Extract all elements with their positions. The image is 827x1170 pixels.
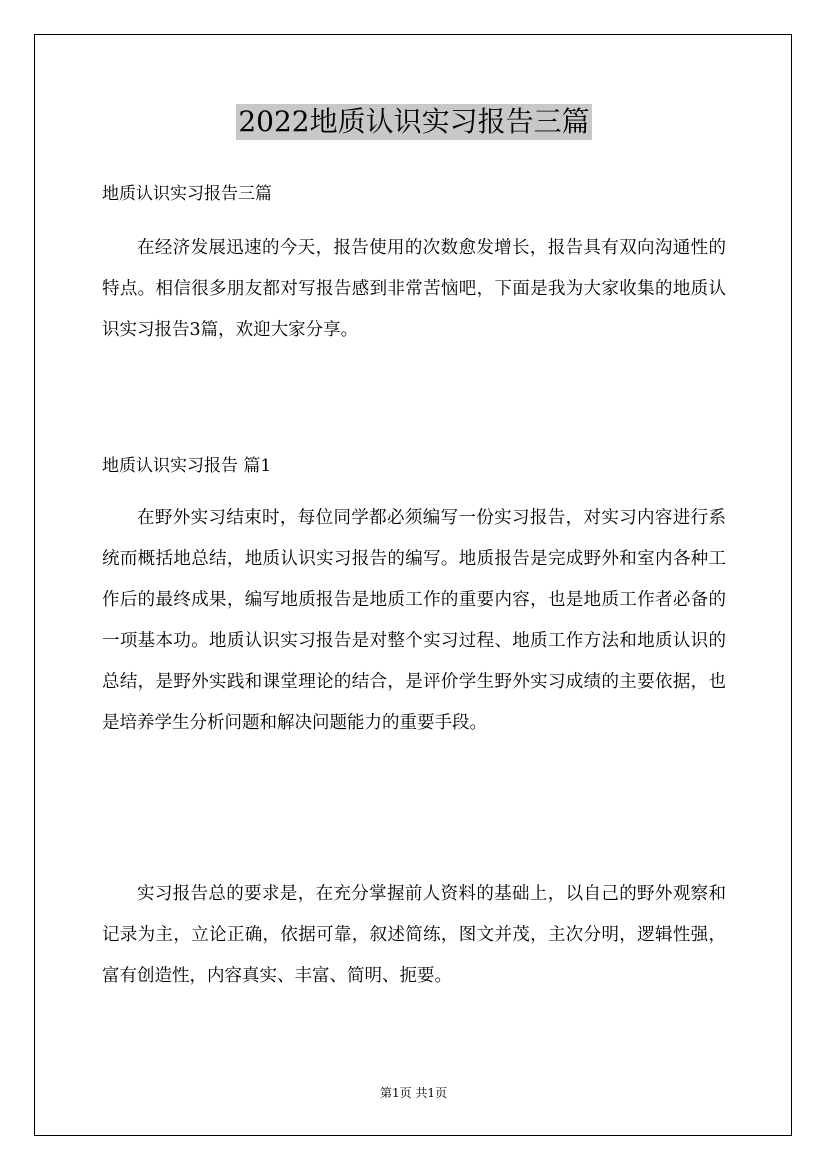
section-paragraph-1: 在野外实习结束时，每位同学都必须编写一份实习报告，对实习内容进行系统而概括地总结，地质认识实习报告的编写。地质报告是完成野外和室内各种工作后的最终成果，编写地质报告是地质工作的重要内容，也是地质工作者必备的一项基本功。地质认识实习报告是对整个实习过程、地质工作方法和地质认识的总结，是野外实践和课堂理论的结合，是评价学生野外实习成绩的主要依据，也是培养学生分析问题和解决问题能力的重要手段。 [102, 508, 726, 733]
title-container [102, 104, 726, 140]
page-footer: 第1页 共1页 [379, 1086, 448, 1100]
section-paragraph-2: 实习报告总的要求是，在充分掌握前人资料的基础上，以自己的野外观察和记录为主，立论正确，依据可靠，叙述简练，图文并茂，主次分明，逻辑性强，富有创造性，内容真实、丰富、简明、扼要。 [102, 884, 726, 986]
document-title: 2022地质认识实习报告三篇 [238, 105, 590, 138]
section-heading: 地质认识实习报告 篇1 [102, 456, 272, 476]
intro-paragraph: 在经济发展迅速的今天，报告使用的次数愈发增长，报告具有双向沟通性的特点。相信很多朋友都对写报告感到非常苦恼吧，下面是我为大家收集的地质认识实习报告3篇，欢迎大家分享。 [102, 238, 726, 340]
subtitle: 地质认识实习报告三篇 [102, 184, 272, 204]
